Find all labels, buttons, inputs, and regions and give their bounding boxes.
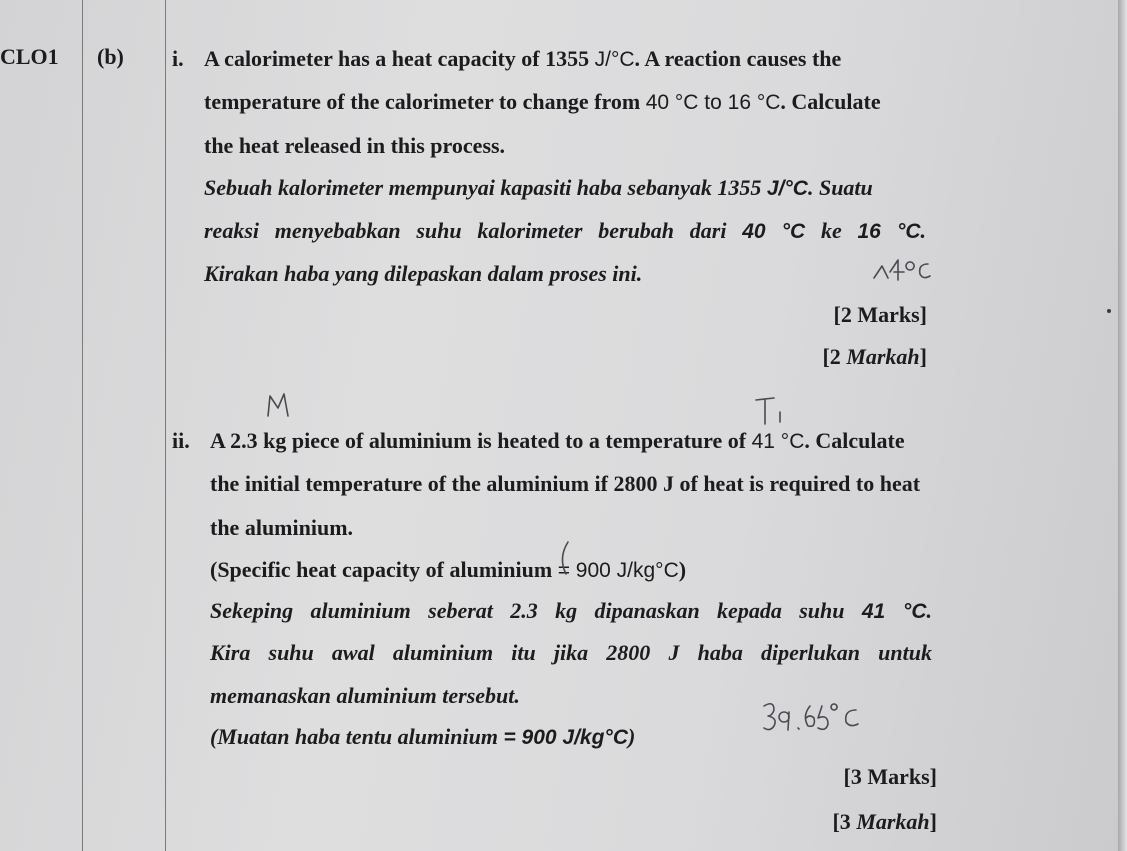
q1-en-line2-text: temperature of the calorimeter to change from [204,89,646,114]
q2-ms-line4 [210,724,635,751]
q1-marks-ms-close: ] [919,344,927,369]
q2-ms-temp: 41 °C [861,600,927,623]
part-label: (b) [97,44,124,69]
q1-ms-line2-text: reaksi menyebabkan suhu kalorimeter berubah dari [204,218,743,243]
q2-marks-en: [3 Marks] [843,764,937,789]
q1-en-line3: the heat released in this process. [204,133,506,158]
q2-en-line4 [210,557,686,584]
q2-en-line3: the aluminium. [210,515,354,540]
pencil-annotation-mark [554,538,574,578]
q2-marks-ms-word: Markah [856,809,930,834]
q1-en-line2-end: . Calculate [780,89,881,114]
column-divider-right [165,0,166,851]
q1-temp-from: 40 °C [645,91,699,114]
q1-marks-en: [2 Marks] [833,302,927,327]
q1-ms-line1-end: . Suatu [807,175,873,200]
q1-ms-line2-end: . [920,218,927,243]
q2-ms-line4-end: ) [628,724,636,749]
q1-ms-line1 [204,175,873,202]
q1-temp-to: 16 °C [727,91,781,114]
q2-en-line1-end: . Calculate [804,428,905,453]
q2-marks-ms-close: ] [929,809,937,834]
q1-en-line2 [204,89,881,116]
q2-en-line4-text: (Specific heat capacity of aluminium [210,557,558,582]
q1-ms-unit: J/°C [766,177,808,200]
q1-en-line1-text: A calorimeter has a heat capacity of 1355 [204,46,595,71]
q2-en-line1 [210,428,905,455]
q1-to-word: to [698,91,728,114]
q2-ms-line2-text: Kira suhu awal aluminium itu jika 2800 J haba diperlukan untuk [210,640,932,665]
paper-edge [1118,0,1127,851]
q1-ms-line3: Kirakan haba yang dilepaskan dalam proses ini. [204,261,643,286]
q1-number: i. [172,46,184,71]
q2-number: ii. [172,428,190,453]
q1-ms-temp-to: 16 °C [857,220,921,243]
q2-ms-line1 [210,598,932,625]
q1-marks-ms-word: Markah [846,344,920,369]
q2-specific-heat: = 900 J/kg°C [557,559,679,582]
q1-en-line1-end: . A reaction causes the [634,46,842,71]
pencil-annotation-scribble [868,248,968,288]
q2-marks-ms-open: [3 [832,809,857,834]
column-divider-left [82,0,83,851]
q2-en-line4-end: ) [678,557,687,582]
q1-marks-ms-open: [2 [822,344,847,369]
q1-en-line1 [204,46,841,73]
q2-ms-line1-end: . [926,598,932,623]
q2-marks-ms [832,809,937,835]
q1-marks-ms [822,344,927,370]
q2-ms-line3: memanaskan aluminium tersebut. [210,683,520,708]
q1-ms-temp-from: 40 °C [742,220,806,243]
q2-ms-line2 [210,640,932,666]
pencil-annotation-answer [758,694,868,738]
q1-unit: J/°C [594,48,635,71]
pencil-annotation-m [264,390,304,420]
q2-ms-line1-text: Sekeping aluminium seberat 2.3 kg dipanaskan kepada suhu [210,598,862,623]
q1-ms-line2 [204,218,926,245]
q1-ms-ke-word: ke [805,218,858,243]
q2-ms-line4-text: (Muatan haba tentu aluminium [210,724,504,749]
pencil-annotation-t1 [752,394,792,428]
q2-ms-specific-heat: = 900 J/kg°C [503,726,628,749]
clo-label: CLO1 [0,44,59,69]
pencil-dot [1104,306,1114,316]
q2-temp: 41 °C [751,430,805,453]
q1-ms-line1-text: Sebuah kalorimeter mempunyai kapasiti haba sebanyak 1355 [204,175,767,200]
q2-en-line2: the initial temperature of the aluminium if 2800 J of heat is required to heat [210,471,921,496]
q2-en-line1-text: A 2.3 kg piece of aluminium is heated to a temperature of [210,428,752,453]
